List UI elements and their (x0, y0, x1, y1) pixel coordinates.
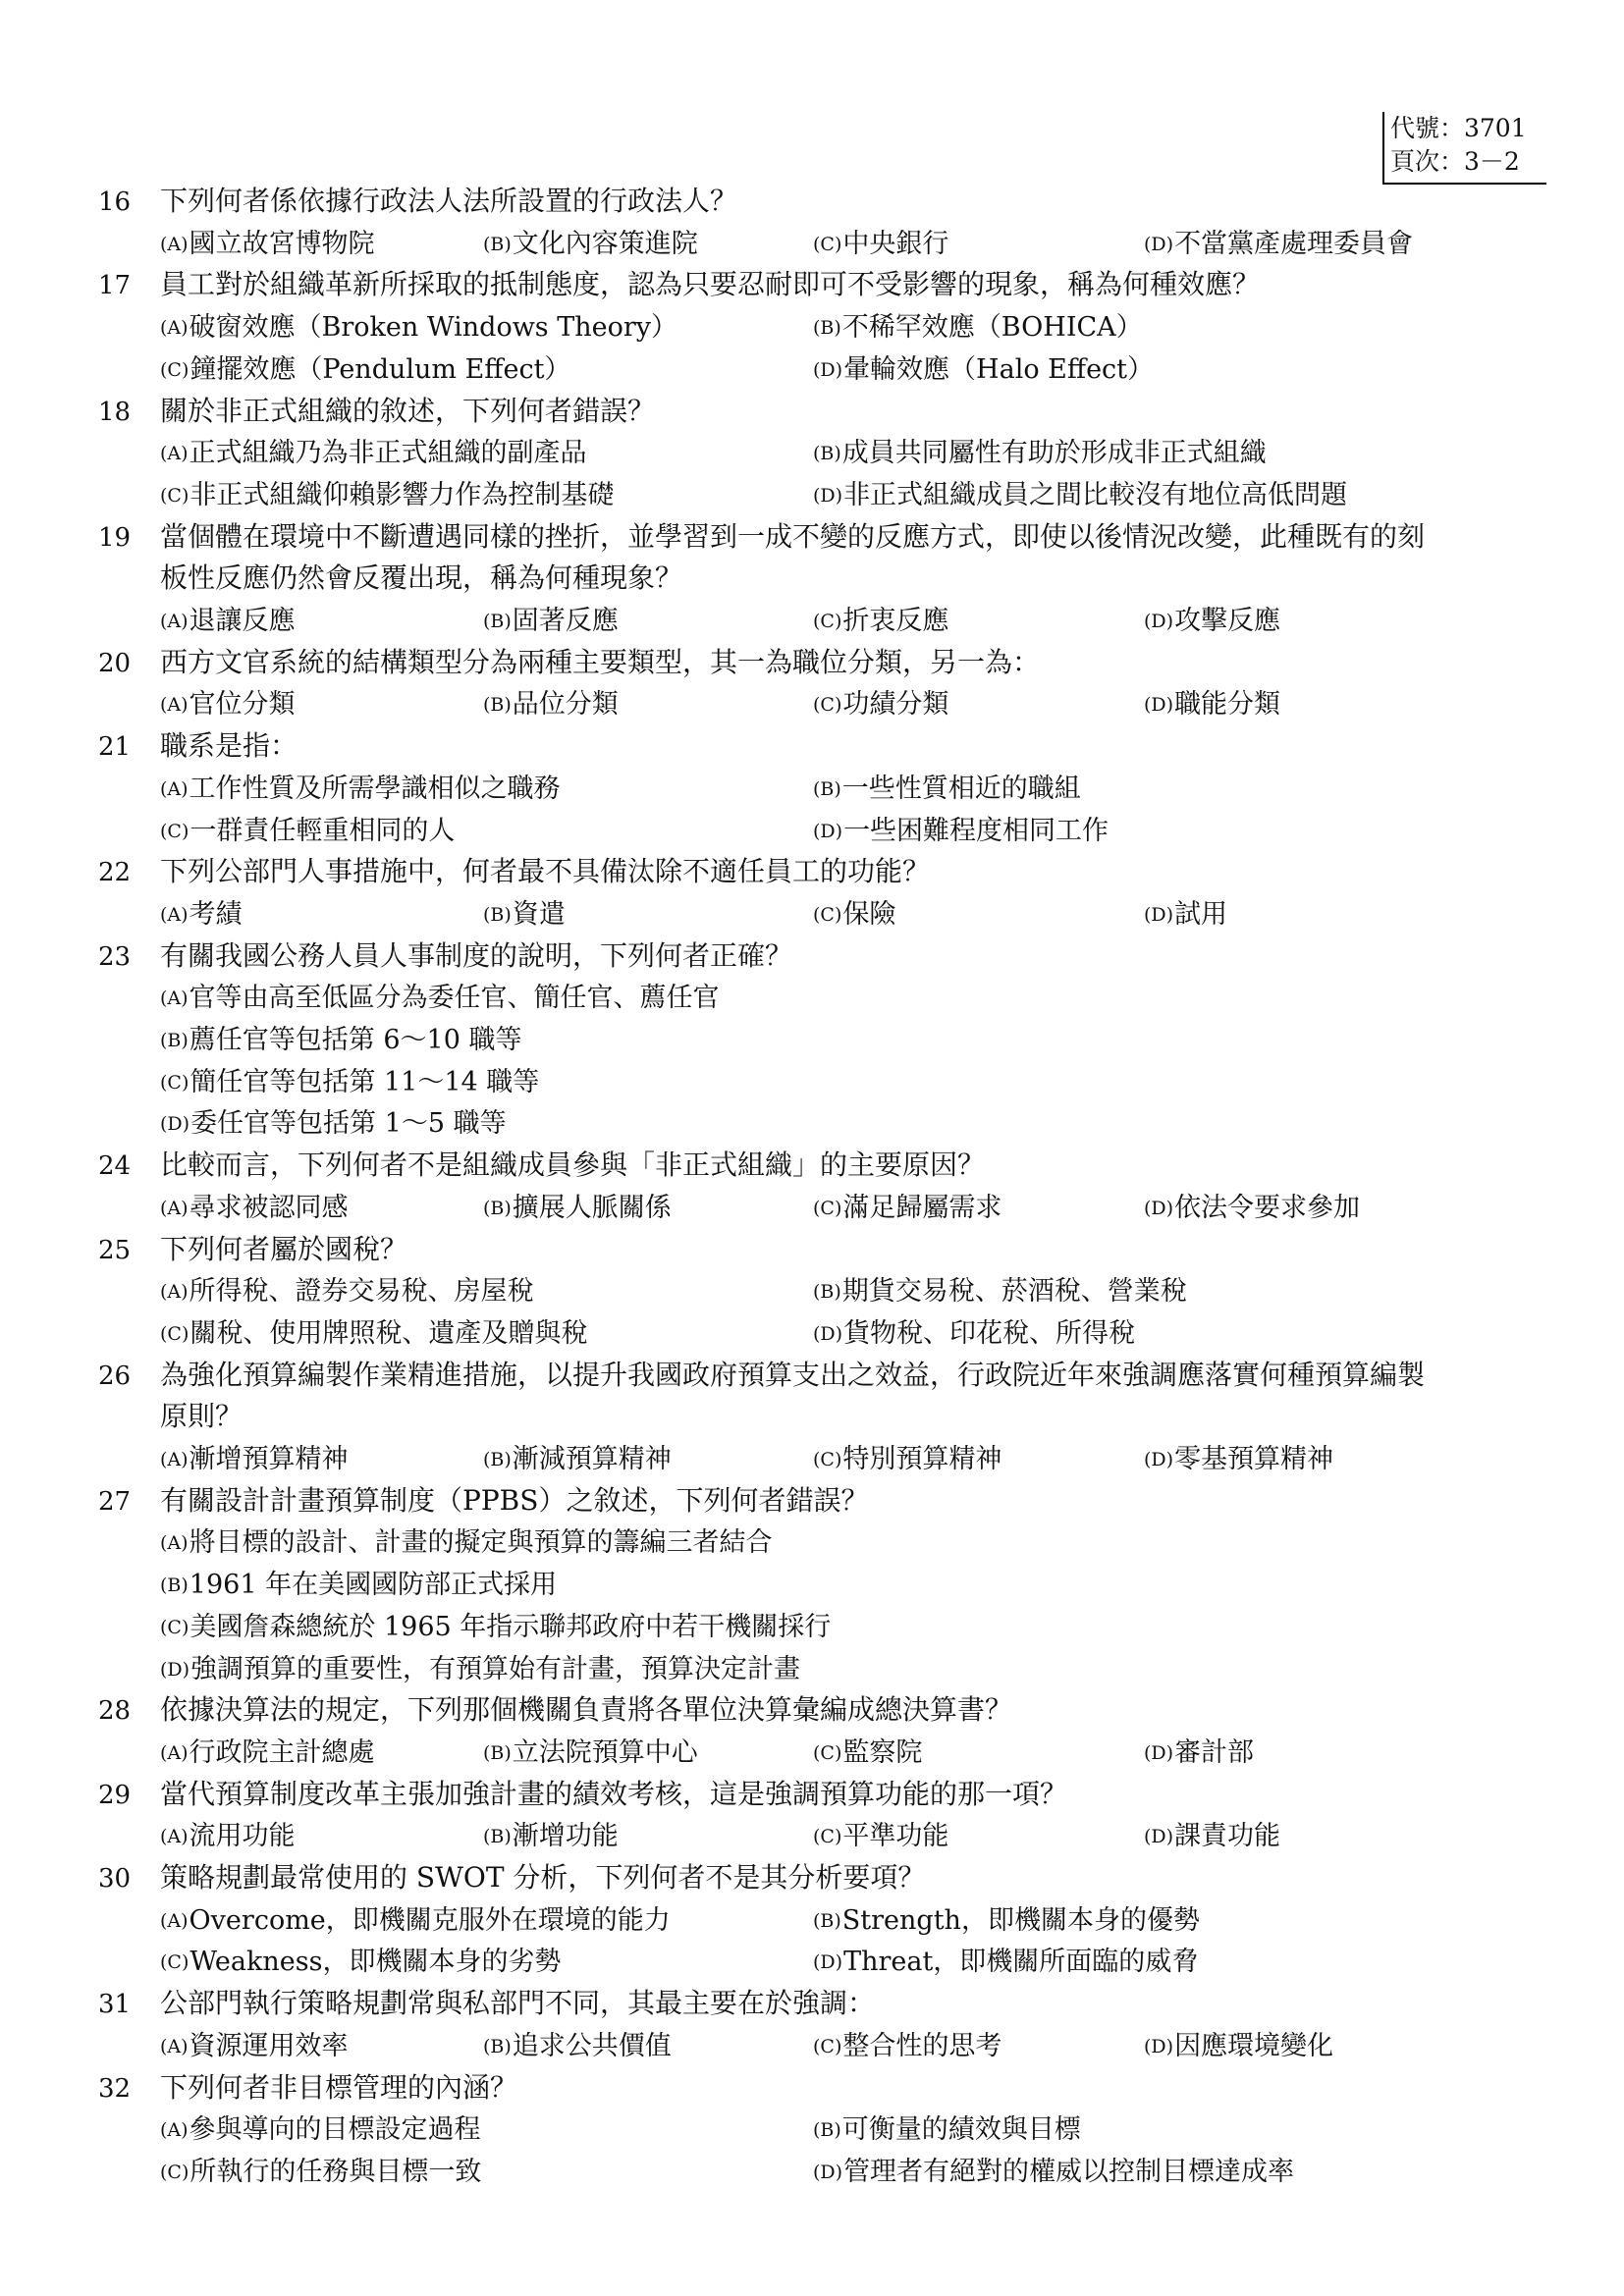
option-text: 美國詹森總統於 1965 年指示聯邦政府中若干機關採行 (189, 1611, 832, 1642)
option-label: (D) (813, 358, 843, 381)
option-text: 不稀罕效應（BOHICA） (841, 312, 1143, 344)
option-label: (D) (813, 820, 843, 842)
question-number: 31 (98, 1990, 132, 2020)
option-label: (A) (160, 1826, 189, 1848)
option-label: (C) (813, 233, 842, 255)
option-b (483, 227, 698, 262)
option-label: (B) (813, 443, 841, 465)
question-text: 依據決算法的規定，下列那個機關負責將各單位決算彙編成總決算書？ (160, 1693, 1013, 1727)
option-c (813, 687, 948, 722)
option-b (483, 604, 619, 639)
option-c (160, 352, 570, 388)
question-number: 18 (98, 397, 132, 427)
option-label: (B) (483, 1741, 512, 1764)
option-b (483, 1191, 672, 1226)
option-text: 職能分類 (1174, 689, 1281, 721)
option-label: (B) (483, 233, 512, 255)
option-label: (D) (813, 2161, 843, 2183)
question-text: 有關設計計畫預算制度（PPBS）之敘述，下列何者錯誤？ (160, 1483, 869, 1517)
option-label: (A) (160, 1449, 189, 1470)
option-text: 非正式組織仰賴影響力作為控制基礎 (189, 479, 615, 510)
option-label: (C) (160, 484, 189, 507)
option-a (160, 2029, 349, 2064)
option-label: (C) (813, 2035, 842, 2057)
option-text: 漸增預算精神 (189, 1444, 349, 1474)
option-a (160, 604, 296, 639)
option-text: 文化內容策進院 (512, 228, 698, 259)
option-text: 參與導向的目標設定過程 (189, 2114, 481, 2146)
option-label: (A) (160, 1281, 189, 1304)
question-number: 27 (98, 1486, 132, 1517)
option-d (160, 1652, 800, 1687)
option-text: 因應環境變化 (1174, 2030, 1334, 2061)
option-label: (A) (160, 233, 189, 255)
question-number: 29 (98, 1780, 132, 1810)
option-label: (D) (813, 1322, 843, 1345)
option-label: (C) (813, 1197, 842, 1219)
option-d (1144, 1191, 1360, 1226)
option-text: 折衷反應 (842, 606, 949, 636)
question-number: 17 (98, 271, 132, 301)
question-text: 關於非正式組織的敘述，下列何者錯誤？ (160, 394, 656, 427)
option-text: 國立故宮博物院 (189, 228, 375, 259)
question-number: 24 (98, 1151, 132, 1182)
option-label: (C) (813, 1741, 842, 1764)
option-label: (A) (160, 2119, 189, 2142)
option-text: Weakness，即機關本身的劣勢 (189, 1947, 562, 1978)
option-text: 平準功能 (842, 1821, 949, 1852)
option-label: (B) (813, 2119, 841, 2142)
option-text: 鐘擺效應（Pendulum Effect） (189, 353, 571, 385)
option-c (813, 1819, 948, 1854)
option-text: 官位分類 (189, 689, 296, 721)
option-text: 品位分類 (512, 689, 619, 721)
option-d (813, 1945, 1198, 1980)
question-text: 有關我國公務人員人事制度的說明，下列何者正確？ (160, 938, 793, 972)
question-text: 員工對於組織革新所採取的抵制態度，認為只要忍耐即可不受影響的現象，稱為何種效應？ (160, 268, 1261, 301)
option-label: (D) (1144, 694, 1174, 717)
option-label: (B) (483, 1826, 512, 1848)
option-label: (B) (483, 2035, 512, 2057)
option-text: 簡任官等包括第 11～14 職等 (189, 1066, 540, 1097)
option-label: (D) (160, 1113, 190, 1136)
question-text: 下列何者屬於國稅？ (160, 1232, 408, 1265)
option-text: 所執行的任務與目標一致 (189, 2156, 482, 2187)
option-text: 監察院 (842, 1736, 923, 1768)
option-label: (A) (160, 1909, 189, 1932)
option-text: 追求公共價值 (512, 2030, 672, 2061)
option-label: (A) (160, 1741, 189, 1764)
option-label: (A) (160, 988, 189, 1010)
option-label: (B) (813, 1281, 841, 1304)
option-label: (C) (160, 1322, 189, 1345)
option-a (160, 1274, 534, 1309)
option-c (160, 1065, 539, 1100)
option-label: (C) (813, 694, 842, 717)
option-text: 一群責任輕重相同的人 (189, 815, 456, 846)
option-c (160, 1610, 831, 1645)
option-c (813, 1735, 922, 1771)
option-text: 退讓反應 (189, 606, 296, 636)
question-number: 32 (98, 2073, 132, 2104)
question-number: 25 (98, 1235, 132, 1265)
option-label: (C) (160, 1951, 189, 1974)
option-c (160, 1316, 587, 1352)
option-text: 薦任官等包括第 6～10 職等 (189, 1025, 522, 1055)
option-label: (B) (483, 694, 512, 717)
option-a (160, 1903, 671, 1939)
option-d (813, 2155, 1294, 2190)
option-label: (D) (1144, 1826, 1174, 1848)
question-number: 30 (98, 1864, 132, 1894)
option-c (160, 2155, 481, 2190)
option-label: (C) (160, 1616, 189, 1638)
option-label: (B) (813, 1909, 841, 1932)
option-label: (D) (1144, 903, 1174, 926)
option-d (813, 1316, 1135, 1352)
option-a (160, 1525, 773, 1561)
option-label: (D) (160, 1658, 190, 1681)
option-b (813, 772, 1081, 807)
option-label: (D) (1144, 233, 1174, 255)
question-text: 板性反應仍然會反覆出現，稱為何種現象？ (160, 561, 683, 595)
option-d (1144, 1819, 1280, 1854)
question-number: 28 (98, 1696, 132, 1727)
option-b (813, 436, 1267, 471)
option-text: 考績 (189, 898, 243, 930)
option-label: (D) (1144, 611, 1174, 632)
option-text: 審計部 (1174, 1736, 1255, 1768)
option-label: (A) (160, 1532, 189, 1555)
option-b (483, 1735, 698, 1771)
option-label: (B) (813, 777, 841, 800)
option-label: (B) (483, 1449, 512, 1470)
question-text: 當個體在環境中不斷遭遇同樣的挫折，並學習到一成不變的反應方式，即使以後情況改變，此種既有的刻 (160, 519, 1426, 553)
option-label: (D) (1144, 1197, 1174, 1219)
question-number: 26 (98, 1361, 132, 1391)
option-text: 關稅、使用牌照稅、遺產及贈與稅 (189, 1317, 588, 1349)
option-label: (A) (160, 1197, 189, 1219)
option-label: (D) (1144, 1741, 1174, 1764)
question-text: 策略規劃最常使用的 SWOT 分析，下列何者不是其分析要項？ (160, 1861, 926, 1894)
option-text: Threat，即機關所面臨的威脅 (843, 1947, 1199, 1978)
option-text: 資遣 (512, 898, 566, 930)
option-text: 固著反應 (512, 606, 619, 636)
option-a (160, 772, 561, 807)
option-a (160, 1191, 349, 1226)
option-a (160, 436, 587, 471)
option-d (1144, 687, 1280, 722)
option-label: (D) (1144, 2035, 1174, 2057)
option-label: (C) (160, 2161, 189, 2183)
option-b (813, 1274, 1187, 1309)
option-c (160, 814, 455, 849)
option-text: 立法院預算中心 (512, 1736, 698, 1768)
option-a (160, 227, 375, 262)
option-d (1144, 604, 1280, 639)
option-text: 不當黨產處理委員會 (1174, 228, 1414, 259)
option-text: 1961 年在美國國防部正式採用 (189, 1570, 558, 1601)
option-label: (B) (160, 1030, 189, 1051)
option-label: (B) (483, 1197, 512, 1219)
option-label: (D) (1144, 1449, 1174, 1470)
option-text: 零基預算精神 (1174, 1444, 1334, 1474)
question-number: 20 (98, 648, 132, 678)
option-text: 行政院主計總處 (189, 1736, 375, 1768)
option-b (483, 897, 566, 933)
question-number: 19 (98, 522, 132, 553)
option-a (160, 1442, 349, 1477)
option-label: (B) (160, 1575, 189, 1597)
option-text: 擴展人脈關係 (512, 1192, 672, 1223)
option-text: 特別預算精神 (842, 1444, 1002, 1474)
option-text: 期貨交易稅、菸酒稅、營業稅 (841, 1276, 1187, 1308)
option-text: Strength，即機關本身的優勢 (841, 1904, 1200, 1936)
option-text: 管理者有絕對的權威以控制目標達成率 (843, 2156, 1295, 2187)
page-number: 頁次：3－2 (1390, 147, 1520, 176)
option-text: 委任官等包括第 1～5 職等 (190, 1108, 507, 1140)
option-b (483, 1819, 619, 1854)
option-c (160, 1945, 561, 1980)
exam-code-box (1382, 112, 1546, 185)
option-d (813, 478, 1347, 513)
option-d (160, 1106, 507, 1142)
option-text: 漸減預算精神 (512, 1444, 672, 1474)
option-label: (D) (813, 1951, 843, 1974)
option-d (1144, 897, 1227, 933)
option-text: 依法令要求參加 (1174, 1192, 1361, 1223)
option-text: 貨物稅、印花稅、所得稅 (843, 1317, 1136, 1349)
question-text: 比較而言，下列何者不是組織成員參與「非正式組織」的主要原因？ (160, 1148, 986, 1182)
option-label: (B) (483, 903, 512, 926)
option-text: 官等由高至低區分為委任官、簡任官、薦任官 (189, 983, 720, 1014)
option-d (813, 352, 1154, 388)
option-b (483, 687, 619, 722)
option-b (483, 1442, 672, 1477)
option-a (160, 2112, 481, 2148)
option-label: (B) (813, 317, 841, 340)
option-label: (A) (160, 611, 189, 632)
option-label: (B) (483, 611, 512, 632)
question-text: 當代預算制度改革主張加強計畫的績效考核，這是強調預算功能的那一項？ (160, 1777, 1068, 1810)
option-text: 漸增功能 (512, 1821, 619, 1852)
question-text: 下列公部門人事措施中，何者最不具備汰除不適任員工的功能？ (160, 855, 931, 888)
option-a (160, 897, 243, 933)
option-b (160, 1023, 522, 1058)
option-text: 非正式組織成員之間比較沒有地位高低問題 (843, 479, 1348, 510)
option-label: (A) (160, 777, 189, 800)
option-text: 中央銀行 (842, 228, 949, 259)
option-label: (A) (160, 903, 189, 926)
option-text: 課責功能 (1174, 1821, 1281, 1852)
option-label: (C) (813, 611, 842, 632)
option-d (813, 814, 1109, 849)
option-text: 尋求被認同感 (189, 1192, 349, 1223)
option-text: 一些性質相近的職組 (841, 773, 1081, 804)
question-text: 西方文官系統的結構類型分為兩種主要類型，其一為職位分類，另一為： (160, 645, 1041, 678)
question-text: 職系是指： (160, 729, 298, 763)
option-text: 暈輪效應（Halo Effect） (843, 353, 1155, 385)
option-d (1144, 2029, 1333, 2064)
option-label: (C) (160, 1071, 189, 1094)
option-c (813, 1442, 1001, 1477)
option-text: 破窗效應（Broken Windows Theory） (189, 312, 678, 344)
option-label: (C) (813, 903, 842, 926)
option-label: (A) (160, 694, 189, 717)
option-label: (C) (813, 1449, 842, 1470)
option-text: 滿足歸屬需求 (842, 1192, 1002, 1223)
option-c (813, 897, 895, 933)
option-a (160, 1735, 375, 1771)
option-b (813, 2112, 1081, 2148)
option-b (160, 1568, 557, 1603)
option-text: 整合性的思考 (842, 2030, 1002, 2061)
option-label: (C) (160, 358, 189, 381)
option-text: 保險 (842, 898, 896, 930)
option-text: 可衡量的績效與目標 (841, 2114, 1081, 2146)
question-text: 下列何者係依據行政法人法所設置的行政法人？ (160, 185, 738, 217)
option-label: (A) (160, 317, 189, 340)
option-text: 一些困難程度相同工作 (843, 815, 1110, 846)
question-number: 22 (98, 858, 132, 888)
option-a (160, 981, 720, 1016)
option-label: (C) (813, 1826, 842, 1848)
option-b (813, 310, 1143, 346)
option-text: Overcome，即機關克服外在環境的能力 (189, 1904, 671, 1936)
option-text: 強調預算的重要性，有預算始有計畫，預算決定計畫 (190, 1653, 801, 1684)
question-text: 下列何者非目標管理的內涵？ (160, 2070, 518, 2104)
option-b (813, 1903, 1200, 1939)
option-a (160, 1819, 296, 1854)
option-text: 資源運用效率 (189, 2030, 349, 2061)
option-d (1144, 1735, 1254, 1771)
option-text: 所得稅、證券交易稅、房屋稅 (189, 1276, 534, 1308)
question-text: 原則？ (160, 1400, 244, 1433)
option-text: 攻擊反應 (1174, 606, 1281, 636)
option-a (160, 310, 677, 346)
option-c (813, 604, 948, 639)
option-d (1144, 1442, 1333, 1477)
option-label: (D) (813, 484, 843, 507)
option-label: (C) (160, 820, 189, 842)
question-number: 16 (98, 187, 132, 217)
option-label: (A) (160, 2035, 189, 2057)
option-d (1144, 227, 1413, 262)
exam-code: 代號：3701 (1390, 114, 1527, 142)
option-b (483, 2029, 672, 2064)
option-text: 工作性質及所需學識相似之職務 (189, 773, 561, 804)
option-label: (A) (160, 443, 189, 465)
option-a (160, 687, 296, 722)
question-number: 21 (98, 732, 132, 763)
question-text: 公部門執行策略規劃常與私部門不同，其最主要在於強調： (160, 1987, 876, 2020)
question-number: 23 (98, 941, 132, 972)
option-text: 功績分類 (842, 689, 949, 721)
option-text: 將目標的設計、計畫的擬定與預算的籌編三者結合 (189, 1527, 773, 1559)
option-c (160, 478, 614, 513)
option-text: 正式組織乃為非正式組織的副產品 (189, 438, 587, 469)
question-text: 為強化預算編製作業精進措施，以提升我國政府預算支出之效益，行政院近年來強調應落實何種預算編製 (160, 1358, 1426, 1391)
option-c (813, 227, 948, 262)
option-c (813, 2029, 1001, 2064)
option-c (813, 1191, 1001, 1226)
option-text: 試用 (1174, 898, 1228, 930)
option-text: 流用功能 (189, 1821, 296, 1852)
option-text: 成員共同屬性有助於形成非正式組織 (841, 438, 1267, 469)
